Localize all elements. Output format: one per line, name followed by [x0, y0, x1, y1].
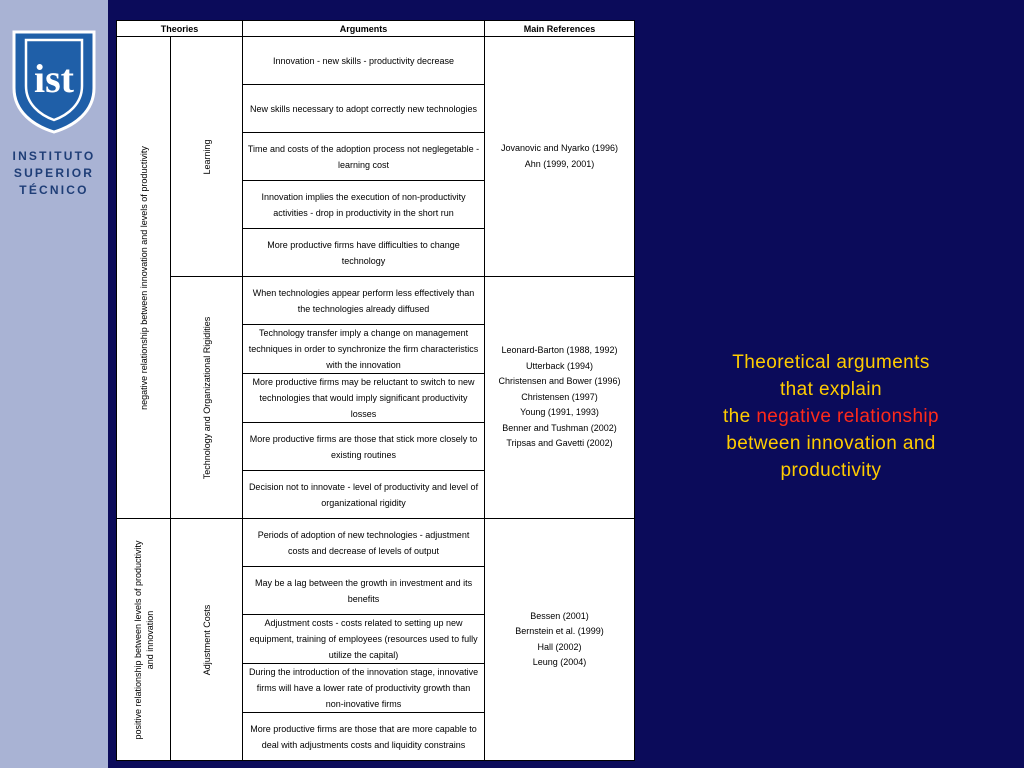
table-header-row [117, 21, 635, 37]
argument-cell: Innovation - new skills - productivity decrease [243, 37, 485, 85]
argument-cell: New skills necessary to adopt correctly new technologies [243, 85, 485, 133]
rigidities-cell [171, 277, 243, 519]
adjustment-references-cell [485, 519, 635, 761]
table-row [117, 37, 635, 85]
rigidities-label: Technology and Organizational Rigidities [201, 316, 212, 479]
argument-cell: During the introduction of the innovation stage, innovative firms will have a lower rate of productivity growth than non-inovative firms [243, 664, 485, 713]
learning-cell [171, 37, 243, 277]
positive-label-line2: and innovation [144, 610, 155, 669]
header-theories: Theories [117, 21, 243, 37]
argument-cell: May be a lag between the growth in investment and its benefits [243, 567, 485, 615]
reference-item: Christensen (1997) [521, 391, 598, 402]
caption-line3 [678, 403, 984, 430]
negative-relationship-cell [117, 37, 171, 519]
reference-item: Benner and Tushman (2002) [502, 422, 617, 433]
svg-text:ist: ist [34, 56, 74, 101]
negative-relationship-label: negative relationship between innovation and levels of productivity [138, 145, 149, 410]
reference-item: Tripsas and Gavetti (2002) [506, 438, 613, 449]
learning-label: Learning [201, 138, 212, 175]
learning-references-cell [485, 37, 635, 277]
argument-cell: Innovation implies the execution of non-productivity activities - drop in productivity in the short run [243, 181, 485, 229]
argument-cell: More productive firms are those that stick more closely to existing routines [243, 423, 485, 471]
argument-cell: More productive firms may be reluctant to switch to new technologies that would imply significant productivity losses [243, 374, 485, 423]
reference-item: Christensen and Bower (1996) [498, 376, 621, 387]
rigidities-references-cell [485, 277, 635, 519]
adjustment-costs-label: Adjustment Costs [201, 604, 212, 675]
positive-relationship-label [132, 540, 156, 739]
table-row [117, 277, 635, 325]
left-sidebar [0, 0, 108, 768]
argument-cell: Time and costs of the adoption process not neglegetable - learning cost [243, 133, 485, 181]
reference-item: Hall (2002) [537, 641, 582, 652]
reference-item: Utterback (1994) [526, 360, 594, 371]
ist-wordmark [12, 148, 96, 199]
argument-cell: Adjustment costs - costs related to setting up new equipment, training of employees (resources used to fully utilize the capital) [243, 615, 485, 664]
caption-the: the [723, 406, 751, 427]
theories-table [116, 20, 635, 761]
caption-line5: productivity [780, 460, 882, 481]
wordmark-line3: TÉCNICO [19, 183, 89, 197]
reference-item: Ahn (1999, 2001) [524, 158, 595, 169]
argument-cell: More productive firms have difficulties to change technology [243, 229, 485, 277]
positive-label-line1: positive relationship between levels of productivity [132, 539, 143, 740]
caption-line4: between innovation and [726, 433, 936, 454]
caption-line1: Theoretical arguments [732, 352, 930, 373]
adjustment-costs-cell [171, 519, 243, 761]
caption-highlight: negative relationship [756, 406, 939, 427]
reference-item: Young (1991, 1993) [520, 407, 599, 418]
argument-cell: When technologies appear perform less effectively than the technologies already diffused [243, 277, 485, 325]
argument-cell: Technology transfer imply a change on management techniques in order to synchronize the firm characteristics with the innovation [243, 325, 485, 374]
reference-item: Bernstein et al. (1999) [515, 626, 604, 636]
argument-cell: Decision not to innovate - level of productivity and level of organizational rigidity [243, 471, 485, 519]
wordmark-line1: INSTITUTO [12, 149, 96, 163]
reference-item: Bessen (2001) [530, 610, 589, 621]
shield-icon [12, 30, 96, 134]
positive-relationship-cell [117, 519, 171, 761]
reference-item: Leonard-Barton (1988, 1992) [501, 345, 618, 356]
argument-cell: Periods of adoption of new technologies - adjustment costs and decrease of levels of output [243, 519, 485, 567]
reference-item: Leung (2004) [532, 657, 587, 667]
slide-caption [678, 349, 984, 484]
reference-item: Jovanovic and Nyarko (1996) [500, 143, 619, 153]
argument-cell: More productive firms are those that are more capable to deal with adjustments costs and liquidity constrains [243, 713, 485, 761]
ist-logo [12, 30, 96, 199]
header-arguments: Arguments [243, 21, 485, 37]
table-row [117, 519, 635, 567]
caption-line2: that explain [780, 379, 882, 400]
wordmark-line2: SUPERIOR [13, 166, 95, 180]
header-references: Main References [485, 21, 635, 37]
